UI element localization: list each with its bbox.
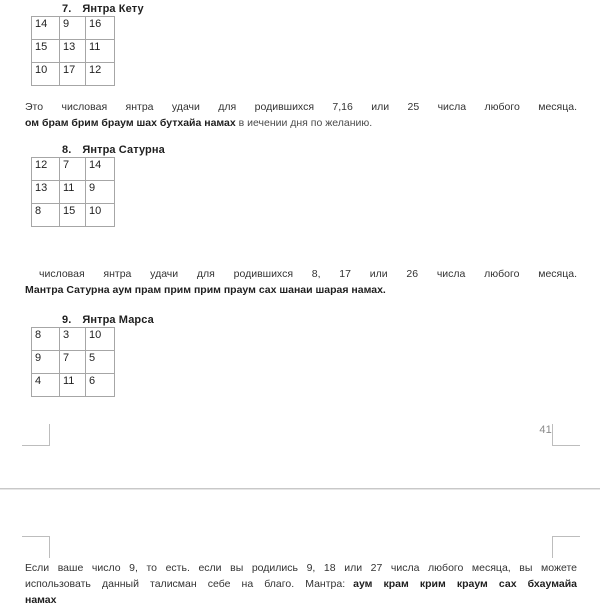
table-cell: 11 (86, 40, 115, 63)
paragraph-line (25, 282, 577, 298)
table-cell: 16 (86, 17, 115, 40)
table-row (32, 40, 115, 63)
section-title: Янтра Сатурна (82, 144, 165, 156)
paragraph-line (25, 115, 577, 131)
paragraph-ketu (25, 99, 577, 131)
paragraph-line: Это числовая янтра удачи для родившихся 7,16 или 25 числа любого месяца. (25, 101, 577, 113)
section-number: 7. (62, 3, 72, 15)
page-number: 41 (539, 424, 552, 436)
table-cell: 3 (60, 328, 86, 351)
yantra-table-ketu (31, 16, 115, 86)
table-cell: 10 (86, 328, 115, 351)
section-number: 8. (62, 144, 72, 156)
crop-mark-top-right (552, 536, 580, 558)
section-heading-ketu (62, 3, 144, 15)
table-row (32, 181, 115, 204)
table-cell: 13 (32, 181, 60, 204)
table-cell: 15 (60, 204, 86, 227)
table-row (32, 158, 115, 181)
table-cell: 7 (60, 351, 86, 374)
table-cell: 10 (86, 204, 115, 227)
paragraph-tail: в иечении дня по желанию. (235, 117, 373, 129)
table-cell: 4 (32, 374, 60, 397)
paragraph-line (25, 592, 577, 608)
mantra-text: аум крам крим краум сах бхаумайа (353, 578, 577, 590)
table-row (32, 17, 115, 40)
table-cell: 8 (32, 328, 60, 351)
crop-mark-bottom-right (552, 424, 580, 446)
table-cell: 14 (86, 158, 115, 181)
table-row (32, 63, 115, 86)
table-cell: 9 (32, 351, 60, 374)
table-cell: 5 (86, 351, 115, 374)
yantra-table-saturn (31, 157, 115, 227)
table-cell: 11 (60, 181, 86, 204)
paragraph-saturn (25, 266, 577, 298)
table-cell: 12 (32, 158, 60, 181)
mantra-text-continued: намах (25, 594, 57, 606)
section-number: 9. (62, 314, 72, 326)
table-row (32, 374, 115, 397)
table-cell: 17 (60, 63, 86, 86)
table-cell: 14 (32, 17, 60, 40)
paragraph-line: числовая янтра удачи для родившихся 8, 17 или 26 числа любого месяца. (39, 268, 577, 280)
table-row (32, 328, 115, 351)
table-row (32, 351, 115, 374)
section-heading-mars (62, 314, 154, 326)
table-cell: 11 (60, 374, 86, 397)
table-cell: 13 (60, 40, 86, 63)
table-row (32, 204, 115, 227)
table-cell: 7 (60, 158, 86, 181)
mantra-text: Мантра Сатурна аум прам прим прим праум сах шанаи шарая намах. (25, 284, 386, 296)
table-cell: 10 (32, 63, 60, 86)
crop-mark-bottom-left (22, 424, 50, 446)
mantra-text: ом брам брим браум шах бутхайа намах (25, 117, 236, 129)
section-title: Янтра Кету (82, 3, 144, 15)
crop-mark-top-left (22, 536, 50, 558)
table-cell: 9 (60, 17, 86, 40)
yantra-table-mars (31, 327, 115, 397)
table-cell: 15 (32, 40, 60, 63)
paragraph-line (25, 576, 577, 592)
table-cell: 9 (86, 181, 115, 204)
document-page-2 (0, 490, 600, 606)
table-cell: 12 (86, 63, 115, 86)
table-cell: 8 (32, 204, 60, 227)
section-heading-saturn (62, 144, 165, 156)
paragraph-prefix: использовать данный талисман себе на благо. Мантра: (25, 578, 346, 590)
paragraph-line: Если ваше число 9, то есть. если вы родились 9, 18 или 27 числа любого месяца, вы можете (25, 562, 577, 574)
section-title: Янтра Марса (82, 314, 154, 326)
table-cell: 6 (86, 374, 115, 397)
